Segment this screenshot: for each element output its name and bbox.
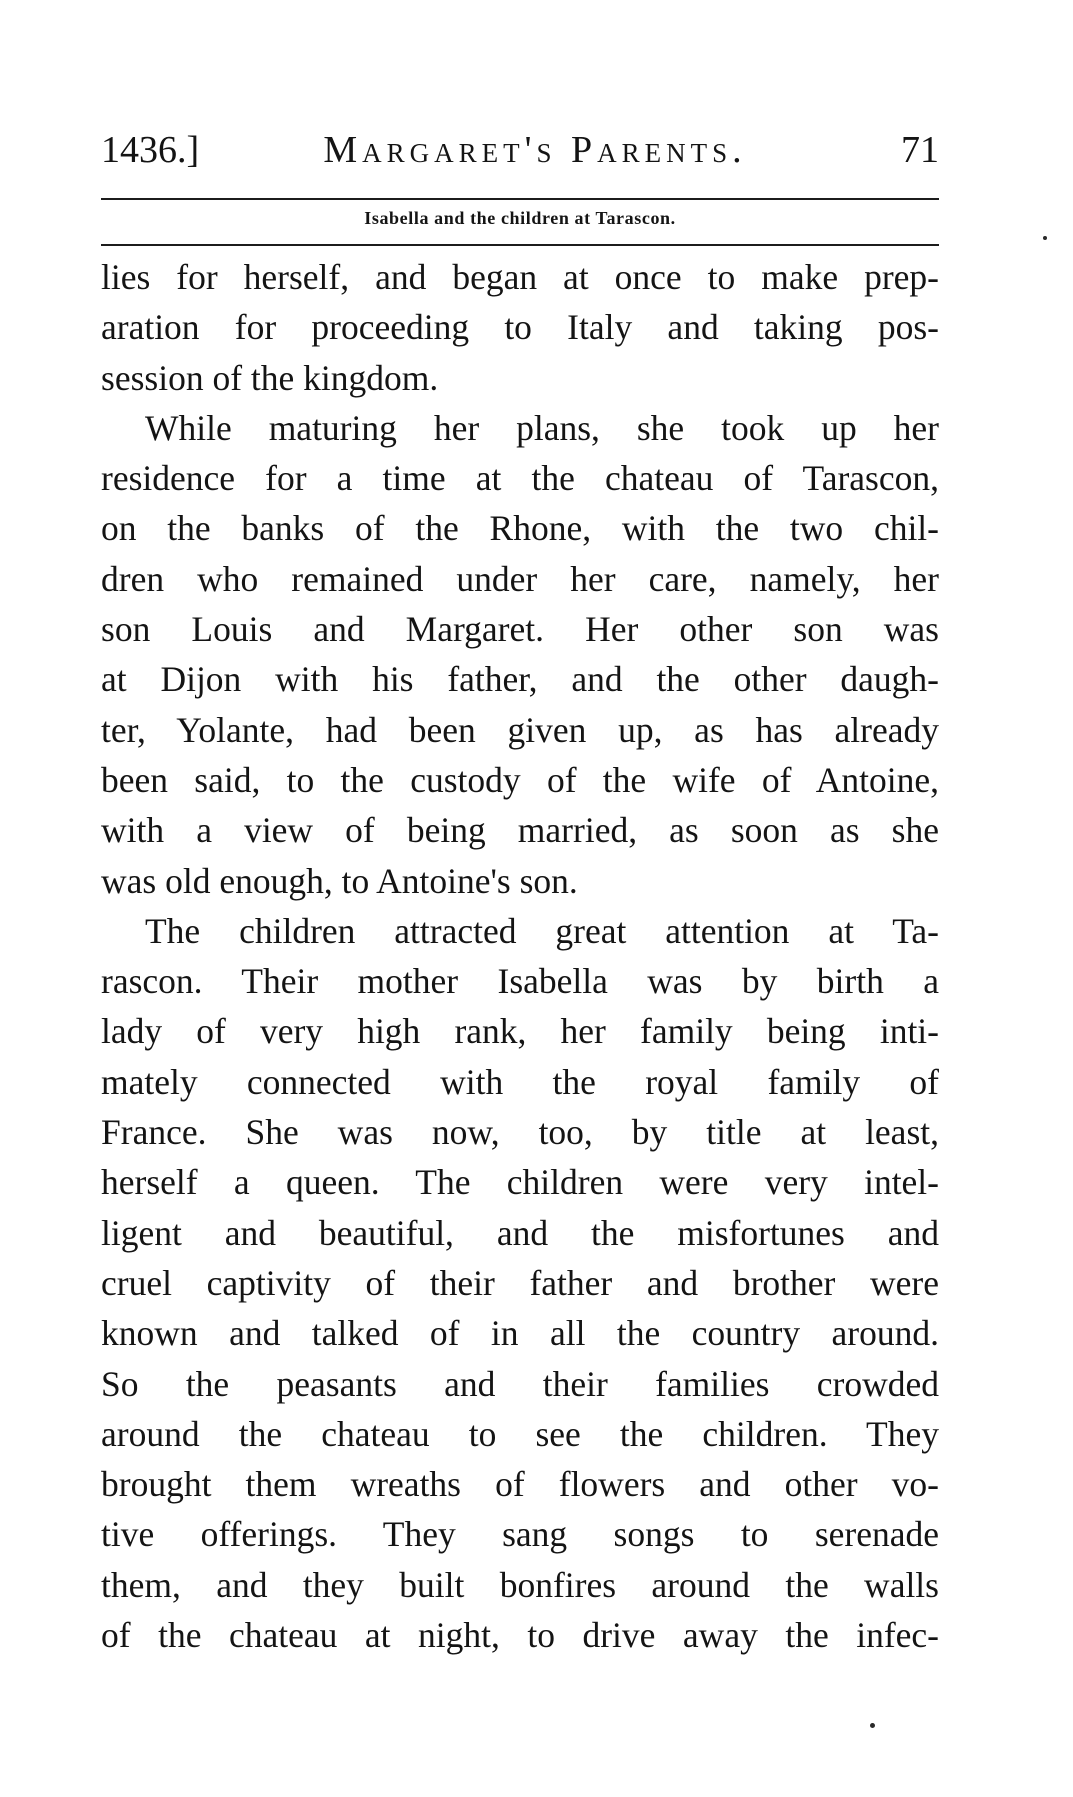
text-line: herself a queen. The children were very intel- [101,1162,939,1203]
running-head-year: 1436.] [101,129,200,171]
text-line: them, and they built bonfires around the walls [101,1564,939,1605]
text-line: at Dijon with his father, and the other daugh- [101,659,939,700]
text-line: tive offerings. They sang songs to serenade [101,1514,939,1555]
text-line: son Louis and Margaret. Her other son was [101,609,939,650]
text-line: cruel captivity of their father and brother were [101,1262,939,1303]
text-line: of the chateau at night, to drive away the infec- [101,1615,939,1656]
text-line: ter, Yolante, had been given up, as has already [101,709,939,750]
text-line: dren who remained under her care, namely, her [101,558,939,599]
running-head-title: Margaret's Parents. [323,129,747,171]
text-line: with a view of being married, as soon as she [101,810,939,851]
page-number: 71 [901,129,939,171]
text-line: lady of very high rank, her family being inti- [101,1011,939,1052]
header-rule-bottom [101,244,939,246]
text-line: So the peasants and their families crowded [101,1363,939,1404]
running-head [101,124,939,174]
text-line: lies for herself, and began at once to make prep- [101,257,939,297]
text-line: mately connected with the royal family of [101,1061,939,1102]
text-line: on the banks of the Rhone, with the two chil- [101,508,939,549]
text-line: brought them wreaths of flowers and other vo- [101,1464,939,1505]
text-line: been said, to the custody of the wife of Antoine, [101,759,939,800]
text-line: around the chateau to see the children. They [101,1413,939,1454]
text-line: aration for proceeding to Italy and taking pos- [101,307,939,348]
text-line: While maturing her plans, she took up her [145,407,939,448]
text-line: was old enough, to Antoine's son. [101,860,578,901]
page-subheading: Isabella and the children at Tarascon. [364,208,676,228]
text-line: residence for a time at the chateau of Tarascon, [101,458,939,499]
text-line: known and talked of in all the country around. [101,1313,939,1354]
text-line: The children attracted great attention at Ta- [145,910,939,951]
print-speck [870,1723,875,1728]
header-rule-top [101,198,939,200]
body-text [101,252,939,1660]
print-speck [1043,236,1047,240]
text-line: ligent and beautiful, and the misfortunes and [101,1212,939,1253]
text-line: session of the kingdom. [101,357,439,398]
text-line: rascon. Their mother Isabella was by birth a [101,961,939,1002]
text-line: France. She was now, too, by title at least, [101,1112,939,1153]
